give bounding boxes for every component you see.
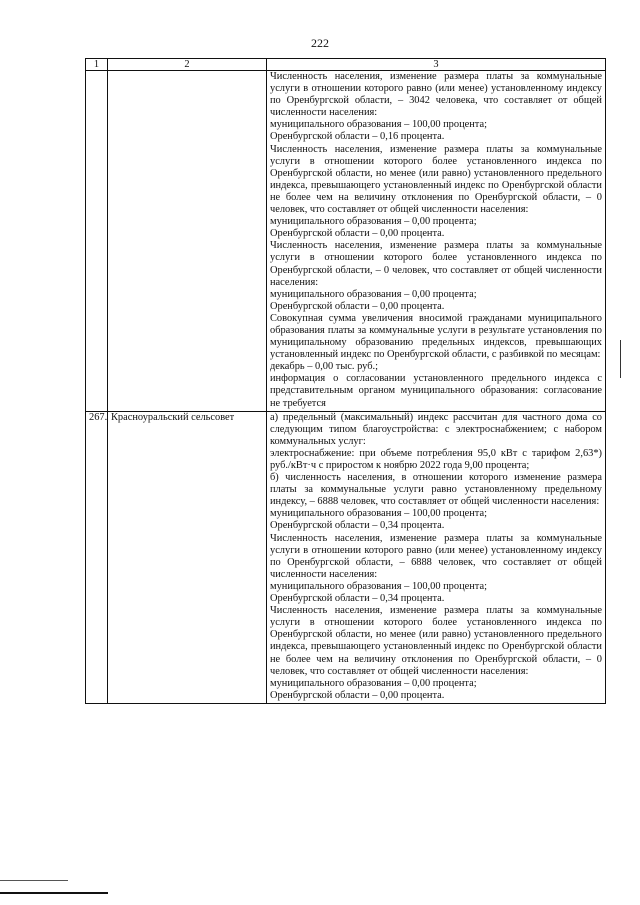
row-number: 267.: [86, 411, 108, 703]
column-header: 1: [86, 59, 108, 71]
paragraph: муниципального образования – 100,00 процента;: [270, 508, 487, 520]
table-row: [86, 71, 606, 412]
paragraph: Численность населения, изменение размера платы за коммунальные услуги в отношении которого равно (или менее) установленному индексу по Оренбургской области, – 3042 человека, что составляет от общей численности населения:: [270, 71, 602, 119]
table-header-row: [86, 59, 606, 71]
document-table: [85, 58, 606, 704]
paragraph: Численность населения, изменение размера платы за коммунальные услуги в отношении которого более установленного индекса по Оренбургской области, но менее (или равно) установленного предельного индекса, превышающего установленный индекс по Оренбургской области не более чем на величину отклонения по Оренбургской области, – 0 человек, что составляет от общей численности населения:: [270, 605, 602, 677]
page-number: 222: [311, 36, 329, 50]
paragraph: электроснабжение: при объеме потребления 95,0 кВт с тарифом 2,63*) руб./кВт·ч с приростом к ноябрю 2022 года 9,00 процента;: [270, 447, 602, 471]
paragraph: информация о согласовании установленного предельного индекса с представительным органом муниципального образования: согласование не требуется: [270, 373, 602, 409]
municipality-name: Красноуральский сельсовет: [108, 411, 267, 703]
paragraph: Численность населения, изменение размера платы за коммунальные услуги в отношении которого равно (или менее) установленному индексу по Оренбургской области, – 6888 человек, что составляет от общей численности населения:: [270, 532, 602, 580]
description-cell: [267, 71, 606, 412]
column-header: 3: [267, 59, 606, 71]
paragraph: Оренбургской области – 0,34 процента.: [270, 520, 445, 532]
paragraph: Оренбургской области – 0,00 процента.: [270, 228, 445, 240]
paragraph: декабрь – 0,00 тыс. руб.;: [270, 361, 379, 373]
paragraph: муниципального образования – 0,00 процента;: [270, 288, 477, 300]
paragraph: Оренбургской области – 0,34 процента.: [270, 593, 445, 605]
footer-rule: [0, 892, 108, 894]
scan-mark: [620, 340, 621, 378]
paragraph: Численность населения, изменение размера платы за коммунальные услуги в отношении которого более установленного индекса по Оренбургской области, но менее (или равно) установленного предельного индекса, превышающего установленный индекс по Оренбургской области не более чем на величину отклонения по Оренбургской области, – 0 человек, что составляет от общей численности населения:: [270, 143, 602, 216]
paragraph: Оренбургской области – 0,16 процента.: [270, 131, 445, 143]
row-number: [86, 71, 108, 412]
scan-mark: [0, 880, 68, 881]
paragraph: б) численность населения, в отношении которого изменение размера платы за коммунальные услуги равно установленному предельному индексу, – 6888 человек, что составляет от общей численности населения:: [270, 472, 602, 508]
paragraph: а) предельный (максимальный) индекс рассчитан для частного дома со следующим типом благоустройства: с электроснабжением; с набором коммунальных услуг:: [270, 411, 602, 447]
paragraph: муниципального образования – 100,00 процента;: [270, 119, 487, 131]
table-row: [86, 411, 606, 703]
paragraph: Совокупная сумма увеличения вносимой гражданами муниципального образования платы за коммунальные услуги в результате установления по муниципальному образованию предельных индексов, превышающих установленный индекс по Оренбургской области, с разбивкой по месяцам:: [270, 312, 602, 361]
municipality-name: [108, 71, 267, 412]
paragraph: муниципального образования – 0,00 процента;: [270, 677, 477, 689]
paragraph: Численность населения, изменение размера платы за коммунальные услуги в отношении которого более установленного индекса по Оренбургской области, – 0 человек, что составляет от общей численности населения:: [270, 240, 602, 288]
paragraph: муниципального образования – 0,00 процента;: [270, 216, 477, 228]
paragraph: Оренбургской области – 0,00 процента.: [270, 300, 445, 312]
column-header: 2: [108, 59, 267, 71]
paragraph: муниципального образования – 100,00 процента;: [270, 580, 487, 592]
paragraph: Оренбургской области – 0,00 процента.: [270, 689, 445, 701]
description-cell: [267, 411, 606, 703]
